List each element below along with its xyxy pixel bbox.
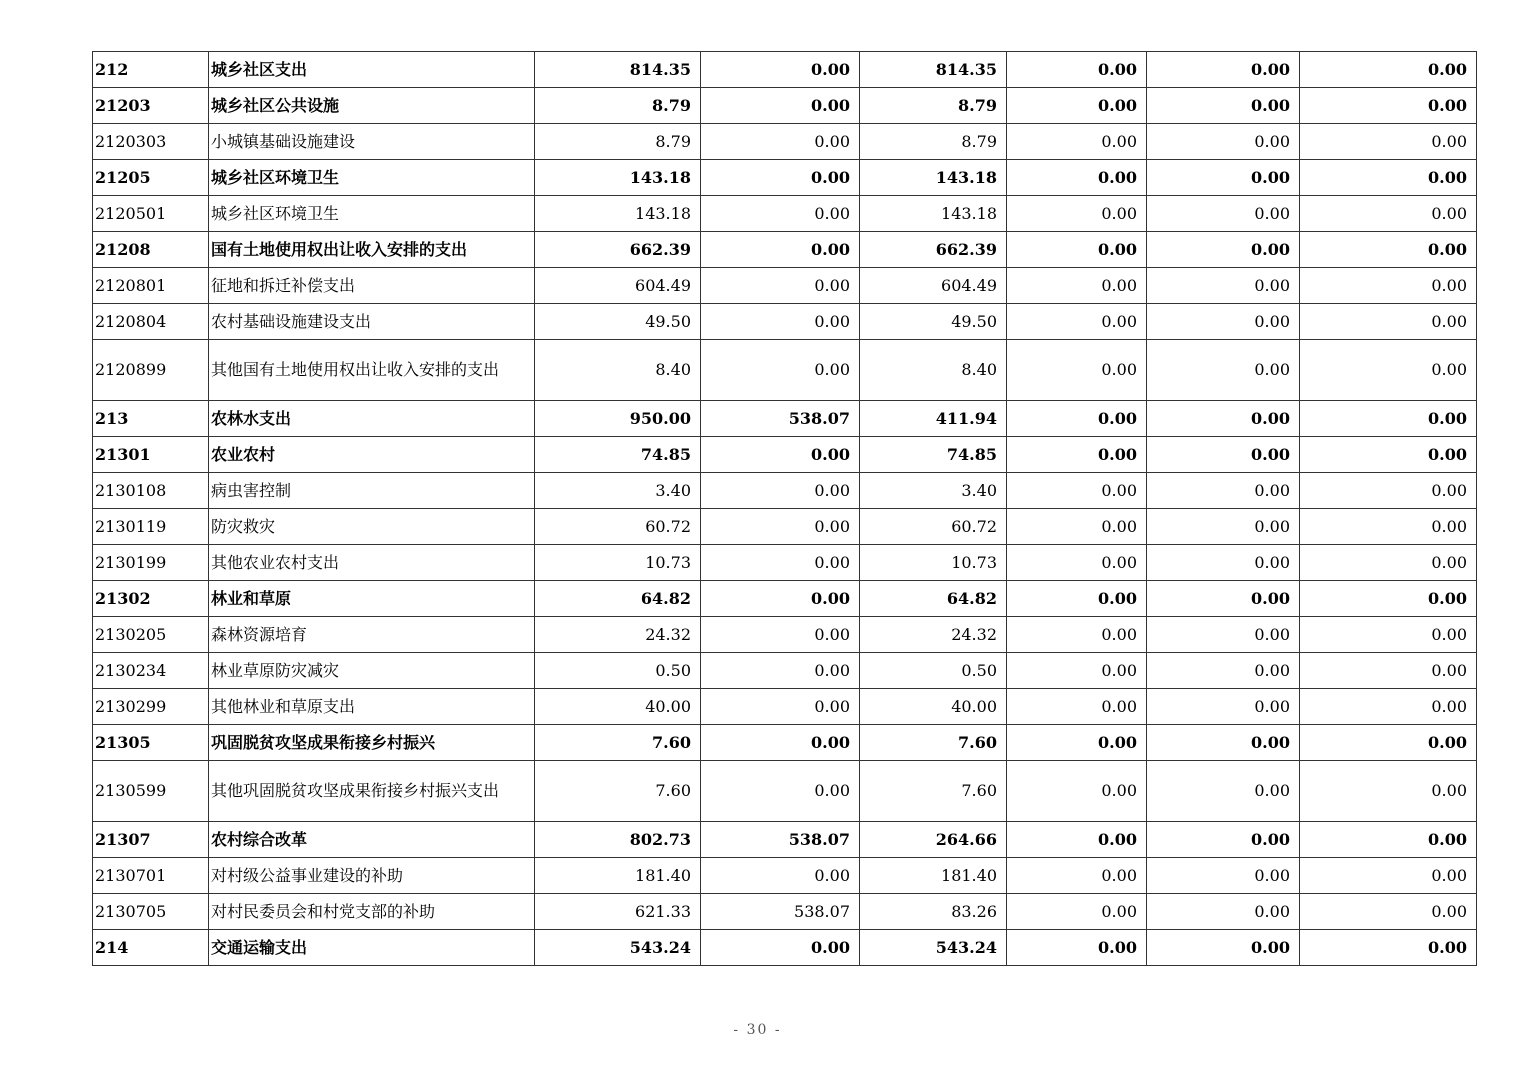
row-value-4: 0.00 — [1007, 232, 1147, 268]
row-name: 城乡社区环境卫生 — [209, 196, 535, 232]
row-value-2: 0.00 — [701, 124, 860, 160]
row-value-6: 0.00 — [1300, 232, 1477, 268]
row-value-5: 0.00 — [1147, 196, 1300, 232]
row-value-4: 0.00 — [1007, 304, 1147, 340]
row-value-3: 143.18 — [860, 196, 1007, 232]
row-code: 2120804 — [93, 304, 209, 340]
row-value-6: 0.00 — [1300, 689, 1477, 725]
row-value-5: 0.00 — [1147, 689, 1300, 725]
row-value-6: 0.00 — [1300, 340, 1477, 401]
row-value-6: 0.00 — [1300, 401, 1477, 437]
row-value-1: 604.49 — [535, 268, 701, 304]
row-value-3: 83.26 — [860, 894, 1007, 930]
row-code: 212 — [93, 52, 209, 88]
row-code: 21302 — [93, 581, 209, 617]
row-value-6: 0.00 — [1300, 581, 1477, 617]
row-value-6: 0.00 — [1300, 124, 1477, 160]
row-value-3: 8.40 — [860, 340, 1007, 401]
row-value-2: 0.00 — [701, 689, 860, 725]
row-code: 21208 — [93, 232, 209, 268]
row-value-5: 0.00 — [1147, 725, 1300, 761]
row-value-4: 0.00 — [1007, 858, 1147, 894]
table-row — [93, 473, 1477, 509]
row-value-1: 60.72 — [535, 509, 701, 545]
row-value-6: 0.00 — [1300, 88, 1477, 124]
row-value-1: 950.00 — [535, 401, 701, 437]
row-name: 其他巩固脱贫攻坚成果衔接乡村振兴支出 — [209, 761, 535, 822]
row-value-2: 0.00 — [701, 52, 860, 88]
row-value-3: 40.00 — [860, 689, 1007, 725]
table-body — [93, 52, 1477, 966]
row-value-2: 0.00 — [701, 196, 860, 232]
row-value-5: 0.00 — [1147, 858, 1300, 894]
row-code: 2120501 — [93, 196, 209, 232]
row-value-3: 662.39 — [860, 232, 1007, 268]
row-value-3: 7.60 — [860, 725, 1007, 761]
row-value-4: 0.00 — [1007, 617, 1147, 653]
row-value-4: 0.00 — [1007, 930, 1147, 966]
row-code: 2130299 — [93, 689, 209, 725]
row-value-1: 8.40 — [535, 340, 701, 401]
row-value-5: 0.00 — [1147, 473, 1300, 509]
table-row — [93, 894, 1477, 930]
row-value-2: 0.00 — [701, 545, 860, 581]
row-value-1: 24.32 — [535, 617, 701, 653]
row-code: 2120801 — [93, 268, 209, 304]
row-value-6: 0.00 — [1300, 930, 1477, 966]
budget-table — [92, 51, 1477, 966]
row-name: 交通运输支出 — [209, 930, 535, 966]
row-value-1: 621.33 — [535, 894, 701, 930]
row-value-4: 0.00 — [1007, 401, 1147, 437]
row-code: 21307 — [93, 822, 209, 858]
row-value-4: 0.00 — [1007, 340, 1147, 401]
row-code: 2130599 — [93, 761, 209, 822]
row-value-1: 662.39 — [535, 232, 701, 268]
row-value-3: 543.24 — [860, 930, 1007, 966]
row-value-6: 0.00 — [1300, 725, 1477, 761]
row-value-2: 0.00 — [701, 581, 860, 617]
row-value-4: 0.00 — [1007, 509, 1147, 545]
row-value-4: 0.00 — [1007, 124, 1147, 160]
table-row — [93, 52, 1477, 88]
row-value-3: 411.94 — [860, 401, 1007, 437]
row-value-4: 0.00 — [1007, 88, 1147, 124]
row-value-6: 0.00 — [1300, 473, 1477, 509]
row-value-5: 0.00 — [1147, 509, 1300, 545]
row-value-2: 0.00 — [701, 617, 860, 653]
page-number: - 30 - — [733, 1022, 782, 1038]
row-value-6: 0.00 — [1300, 268, 1477, 304]
row-name: 巩固脱贫攻坚成果衔接乡村振兴 — [209, 725, 535, 761]
row-name: 森林资源培育 — [209, 617, 535, 653]
table-row — [93, 160, 1477, 196]
row-value-2: 0.00 — [701, 340, 860, 401]
row-value-5: 0.00 — [1147, 232, 1300, 268]
row-value-1: 8.79 — [535, 124, 701, 160]
row-code: 2130108 — [93, 473, 209, 509]
row-value-2: 538.07 — [701, 401, 860, 437]
row-value-2: 0.00 — [701, 930, 860, 966]
row-value-2: 0.00 — [701, 160, 860, 196]
row-value-4: 0.00 — [1007, 894, 1147, 930]
row-value-3: 143.18 — [860, 160, 1007, 196]
row-value-5: 0.00 — [1147, 761, 1300, 822]
row-value-6: 0.00 — [1300, 653, 1477, 689]
row-code: 21305 — [93, 725, 209, 761]
row-value-5: 0.00 — [1147, 545, 1300, 581]
table-row — [93, 761, 1477, 822]
table-row — [93, 232, 1477, 268]
row-value-1: 3.40 — [535, 473, 701, 509]
row-code: 2130205 — [93, 617, 209, 653]
row-value-2: 0.00 — [701, 232, 860, 268]
row-value-4: 0.00 — [1007, 581, 1147, 617]
row-value-3: 264.66 — [860, 822, 1007, 858]
row-value-2: 538.07 — [701, 894, 860, 930]
table-row — [93, 858, 1477, 894]
row-value-4: 0.00 — [1007, 473, 1147, 509]
row-value-2: 0.00 — [701, 88, 860, 124]
row-name: 对村民委员会和村党支部的补助 — [209, 894, 535, 930]
row-value-3: 3.40 — [860, 473, 1007, 509]
row-value-1: 10.73 — [535, 545, 701, 581]
row-name: 农村综合改革 — [209, 822, 535, 858]
row-name: 对村级公益事业建设的补助 — [209, 858, 535, 894]
row-value-5: 0.00 — [1147, 124, 1300, 160]
row-value-2: 0.00 — [701, 761, 860, 822]
row-value-3: 8.79 — [860, 88, 1007, 124]
row-value-4: 0.00 — [1007, 653, 1147, 689]
row-value-1: 814.35 — [535, 52, 701, 88]
table-row — [93, 88, 1477, 124]
table-row — [93, 653, 1477, 689]
row-value-6: 0.00 — [1300, 617, 1477, 653]
row-name: 林业和草原 — [209, 581, 535, 617]
table-row — [93, 304, 1477, 340]
table-row — [93, 401, 1477, 437]
row-code: 2130119 — [93, 509, 209, 545]
row-code: 2130234 — [93, 653, 209, 689]
row-value-2: 0.00 — [701, 473, 860, 509]
table-row — [93, 509, 1477, 545]
row-value-5: 0.00 — [1147, 930, 1300, 966]
row-value-4: 0.00 — [1007, 545, 1147, 581]
row-value-6: 0.00 — [1300, 160, 1477, 196]
row-value-5: 0.00 — [1147, 822, 1300, 858]
table-row — [93, 822, 1477, 858]
row-value-1: 49.50 — [535, 304, 701, 340]
row-value-4: 0.00 — [1007, 160, 1147, 196]
row-value-4: 0.00 — [1007, 437, 1147, 473]
row-value-1: 7.60 — [535, 761, 701, 822]
row-value-4: 0.00 — [1007, 725, 1147, 761]
row-value-2: 0.00 — [701, 304, 860, 340]
row-value-6: 0.00 — [1300, 761, 1477, 822]
row-name: 农业农村 — [209, 437, 535, 473]
row-code: 2130199 — [93, 545, 209, 581]
row-value-4: 0.00 — [1007, 689, 1147, 725]
row-value-4: 0.00 — [1007, 822, 1147, 858]
row-value-5: 0.00 — [1147, 268, 1300, 304]
row-value-6: 0.00 — [1300, 545, 1477, 581]
row-value-3: 0.50 — [860, 653, 1007, 689]
table-row — [93, 689, 1477, 725]
row-name: 防灾救灾 — [209, 509, 535, 545]
table-row — [93, 340, 1477, 401]
row-name: 国有土地使用权出让收入安排的支出 — [209, 232, 535, 268]
row-name: 小城镇基础设施建设 — [209, 124, 535, 160]
row-value-6: 0.00 — [1300, 858, 1477, 894]
row-value-5: 0.00 — [1147, 437, 1300, 473]
row-name: 其他林业和草原支出 — [209, 689, 535, 725]
row-name: 其他农业农村支出 — [209, 545, 535, 581]
row-value-6: 0.00 — [1300, 894, 1477, 930]
row-code: 2130701 — [93, 858, 209, 894]
row-value-4: 0.00 — [1007, 196, 1147, 232]
row-code: 214 — [93, 930, 209, 966]
row-name: 病虫害控制 — [209, 473, 535, 509]
row-value-1: 74.85 — [535, 437, 701, 473]
row-value-5: 0.00 — [1147, 894, 1300, 930]
row-value-5: 0.00 — [1147, 340, 1300, 401]
row-value-2: 538.07 — [701, 822, 860, 858]
row-value-1: 802.73 — [535, 822, 701, 858]
row-value-4: 0.00 — [1007, 761, 1147, 822]
row-name: 农林水支出 — [209, 401, 535, 437]
row-value-2: 0.00 — [701, 858, 860, 894]
row-value-5: 0.00 — [1147, 304, 1300, 340]
row-name: 城乡社区支出 — [209, 52, 535, 88]
row-value-1: 181.40 — [535, 858, 701, 894]
row-value-5: 0.00 — [1147, 653, 1300, 689]
row-value-1: 543.24 — [535, 930, 701, 966]
row-value-4: 0.00 — [1007, 52, 1147, 88]
table-row — [93, 617, 1477, 653]
table-row — [93, 930, 1477, 966]
row-value-3: 8.79 — [860, 124, 1007, 160]
table-row — [93, 124, 1477, 160]
row-name: 其他国有土地使用权出让收入安排的支出 — [209, 340, 535, 401]
row-value-3: 49.50 — [860, 304, 1007, 340]
row-value-5: 0.00 — [1147, 160, 1300, 196]
row-code: 21203 — [93, 88, 209, 124]
row-name: 城乡社区环境卫生 — [209, 160, 535, 196]
row-value-3: 10.73 — [860, 545, 1007, 581]
table-row — [93, 545, 1477, 581]
row-value-1: 143.18 — [535, 196, 701, 232]
row-value-2: 0.00 — [701, 509, 860, 545]
row-name: 征地和拆迁补偿支出 — [209, 268, 535, 304]
row-value-2: 0.00 — [701, 437, 860, 473]
row-value-3: 814.35 — [860, 52, 1007, 88]
row-value-6: 0.00 — [1300, 822, 1477, 858]
row-value-5: 0.00 — [1147, 617, 1300, 653]
row-value-3: 60.72 — [860, 509, 1007, 545]
row-code: 2120303 — [93, 124, 209, 160]
row-value-1: 143.18 — [535, 160, 701, 196]
row-value-5: 0.00 — [1147, 88, 1300, 124]
row-value-3: 7.60 — [860, 761, 1007, 822]
row-value-2: 0.00 — [701, 725, 860, 761]
row-value-6: 0.00 — [1300, 437, 1477, 473]
row-value-1: 8.79 — [535, 88, 701, 124]
row-value-2: 0.00 — [701, 653, 860, 689]
row-name: 城乡社区公共设施 — [209, 88, 535, 124]
row-code: 21205 — [93, 160, 209, 196]
row-value-6: 0.00 — [1300, 196, 1477, 232]
row-value-6: 0.00 — [1300, 52, 1477, 88]
row-value-1: 7.60 — [535, 725, 701, 761]
row-code: 2130705 — [93, 894, 209, 930]
row-value-6: 0.00 — [1300, 509, 1477, 545]
row-value-2: 0.00 — [701, 268, 860, 304]
row-value-3: 24.32 — [860, 617, 1007, 653]
row-name: 林业草原防灾减灾 — [209, 653, 535, 689]
row-value-6: 0.00 — [1300, 304, 1477, 340]
table-row — [93, 437, 1477, 473]
row-value-4: 0.00 — [1007, 268, 1147, 304]
row-value-5: 0.00 — [1147, 52, 1300, 88]
row-value-1: 0.50 — [535, 653, 701, 689]
row-name: 农村基础设施建设支出 — [209, 304, 535, 340]
row-value-3: 604.49 — [860, 268, 1007, 304]
row-value-3: 181.40 — [860, 858, 1007, 894]
row-value-1: 40.00 — [535, 689, 701, 725]
row-code: 21301 — [93, 437, 209, 473]
row-value-5: 0.00 — [1147, 581, 1300, 617]
table-row — [93, 725, 1477, 761]
row-code: 213 — [93, 401, 209, 437]
row-value-3: 64.82 — [860, 581, 1007, 617]
table-row — [93, 196, 1477, 232]
row-value-5: 0.00 — [1147, 401, 1300, 437]
row-value-3: 74.85 — [860, 437, 1007, 473]
row-code: 2120899 — [93, 340, 209, 401]
table-row — [93, 268, 1477, 304]
table-row — [93, 581, 1477, 617]
row-value-1: 64.82 — [535, 581, 701, 617]
